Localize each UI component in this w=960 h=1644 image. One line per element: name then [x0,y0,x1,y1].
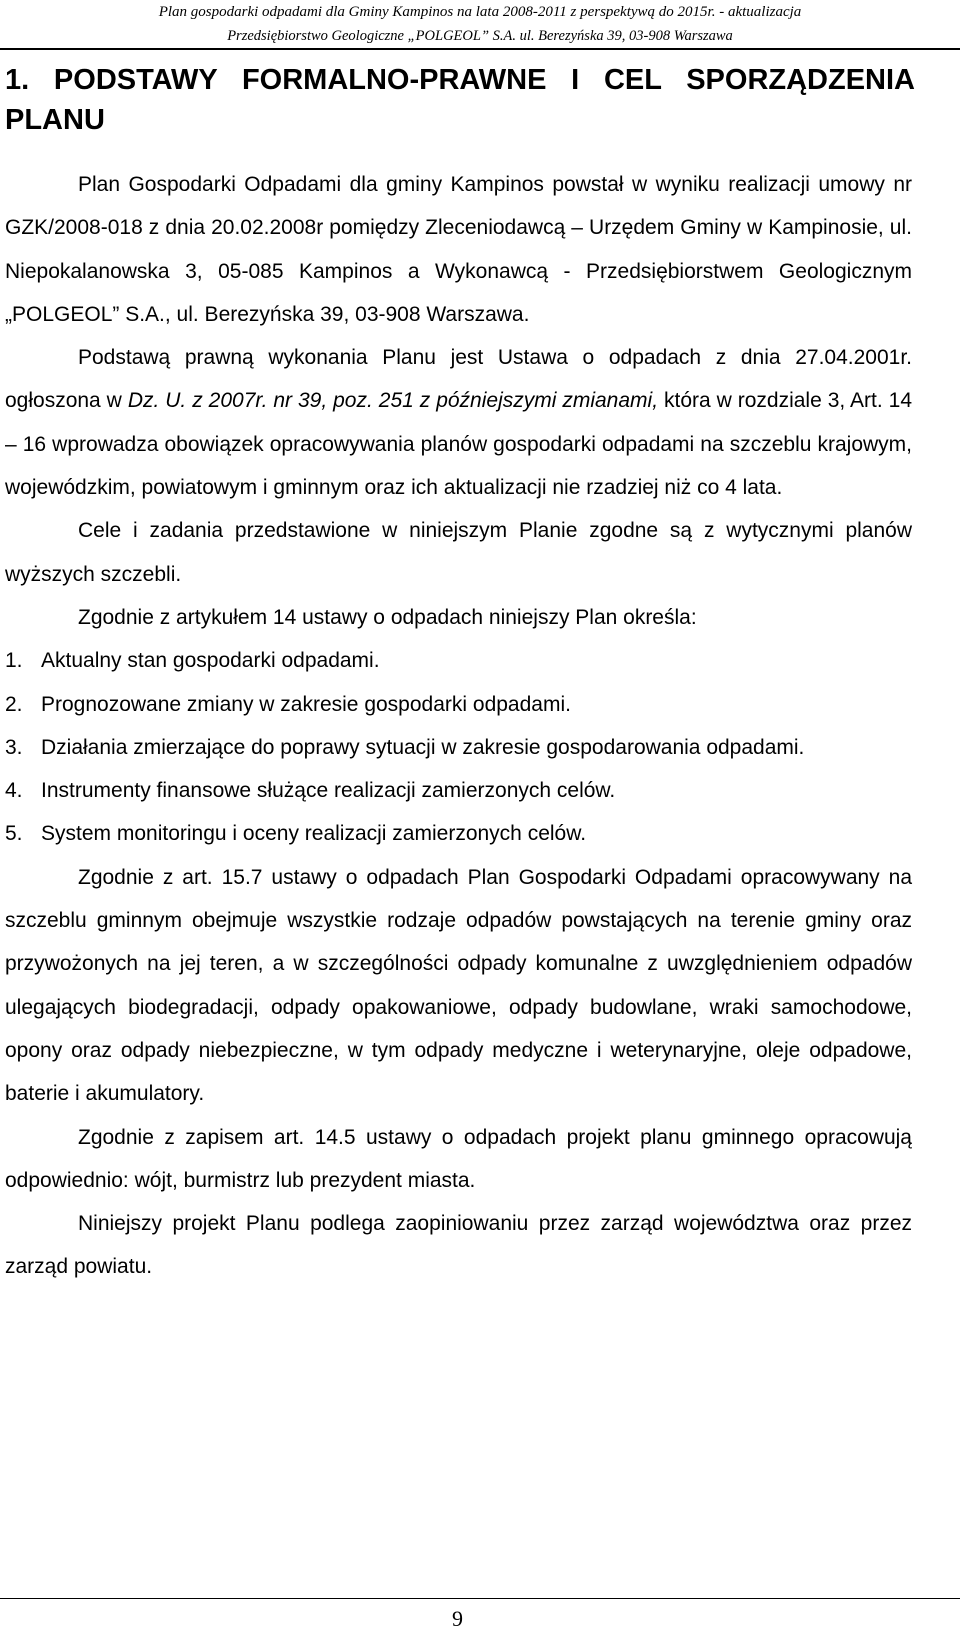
paragraph-approval: Niniejszy projekt Planu podlega zaopiniowaniu przez zarząd województwa oraz przez zarząd powiatu. [5,1212,912,1279]
header-divider [0,48,960,50]
section-heading-line1: 1. PODSTAWY FORMALNO-PRAWNE I CEL SPORZĄDZENIA [5,64,915,96]
list-item-text: Aktualny stan gospodarki odpadami. [41,649,380,673]
paragraph-contract: Plan Gospodarki Odpadami dla gminy Kampinos powstał w wyniku realizacji umowy nr GZK/2008-018 z dnia 20.02.2008r pomiędzy Zleceniodawcą – Urzędem Gminy w Kampinosie, ul. Niepokalanowska 3, 05-085 Kampinos a Wykonawcą - Przedsiębiorstwem Geologicznym „POLGEOL” S.A., ul. Berezyńska 39, 03-908 Warszawa. [5,173,912,326]
list-item-number: 3. [5,735,23,759]
paragraph-waste-types: Zgodnie z art. 15.7 ustawy o odpadach Plan Gospodarki Odpadami opracowywany na szczeblu gminnym obejmuje wszystkie rodzaje odpadów powstających na terenie gminy oraz przywożonych na jej teren, a w szczególności odpady komunalne z uwzględnieniem odpadów ulegających biodegradacji, odpady opakowaniowe, odpady budowlane, wraki samochodowe, opony oraz odpady niebezpieczne, w tym odpady medyczne i weterynaryjne, oleje odpadowe, baterie i akumulatory. [5,865,912,1106]
page-number: 9 [452,1606,463,1631]
header-title: Plan gospodarki odpadami dla Gminy Kampinos na lata 2008-2011 z perspektywą do 2015r. - aktualizacja [158,4,802,20]
paragraph-plan-scope-intro: Zgodnie z artykułem 14 ustawy o odpadach niniejszy Plan określa: [78,605,697,629]
list-item-text: Instrumenty finansowe służące realizacji zamierzonych celów. [41,779,616,803]
running-header [0,0,960,48]
list-item-text: Działania zmierzające do poprawy sytuacji w zakresie gospodarowania odpadami. [41,735,805,759]
legal-basis-end: która w rozdziale 3, Art. 14 – 16 wprowadza obowiązek opracowywania planów gospodarki odpadami na szczeblu krajowym, wojewódzkim, powiatowym i gminnym oraz ich aktualizacji nie rzadziej niż co 4 lata. [5,389,913,500]
legal-basis-citation: Dz. U. z 2007r. nr 39, poz. 251 z późniejszymi zmianami, [127,389,659,413]
footer-divider [0,1598,960,1599]
header-company: Przedsiębiorstwo Geologiczne „POLGEOL” S.A. ul. Berezyńska 39, 03-908 Warszawa [227,28,733,44]
list-item-number: 4. [5,779,23,803]
paragraph-goals: Cele i zadania przedstawione w niniejszym Planie zgodne są z wytycznymi planów wyższych szczebli. [5,519,912,586]
list-item-text: Prognozowane zmiany w zakresie gospodarki odpadami. [41,692,571,716]
paragraph-legal-basis [5,336,912,509]
section-heading-line2: PLANU [5,104,105,136]
list-item-number: 5. [5,822,23,846]
section-heading [5,60,915,140]
list-item [5,683,912,726]
list-item-number: 2. [5,692,23,716]
paragraph-plan-authors: Zgodnie z zapisem art. 14.5 ustawy o odpadach projekt planu gminnego opracowują odpowiednio: wójt, burmistrz lub prezydent miasta. [5,1125,912,1192]
plan-scope-list [5,639,912,855]
list-item [5,812,912,855]
list-item-number: 1. [5,649,23,673]
legal-basis-start: Podstawą prawną wykonania Planu jest Ustawa o odpadach z dnia 27.04.2001r. ogłoszona w [5,346,912,413]
document-body [5,163,912,1289]
list-item [5,769,912,812]
list-item-text: System monitoringu i oceny realizacji zamierzonych celów. [41,822,587,846]
list-item [5,726,912,769]
list-item [5,639,912,682]
